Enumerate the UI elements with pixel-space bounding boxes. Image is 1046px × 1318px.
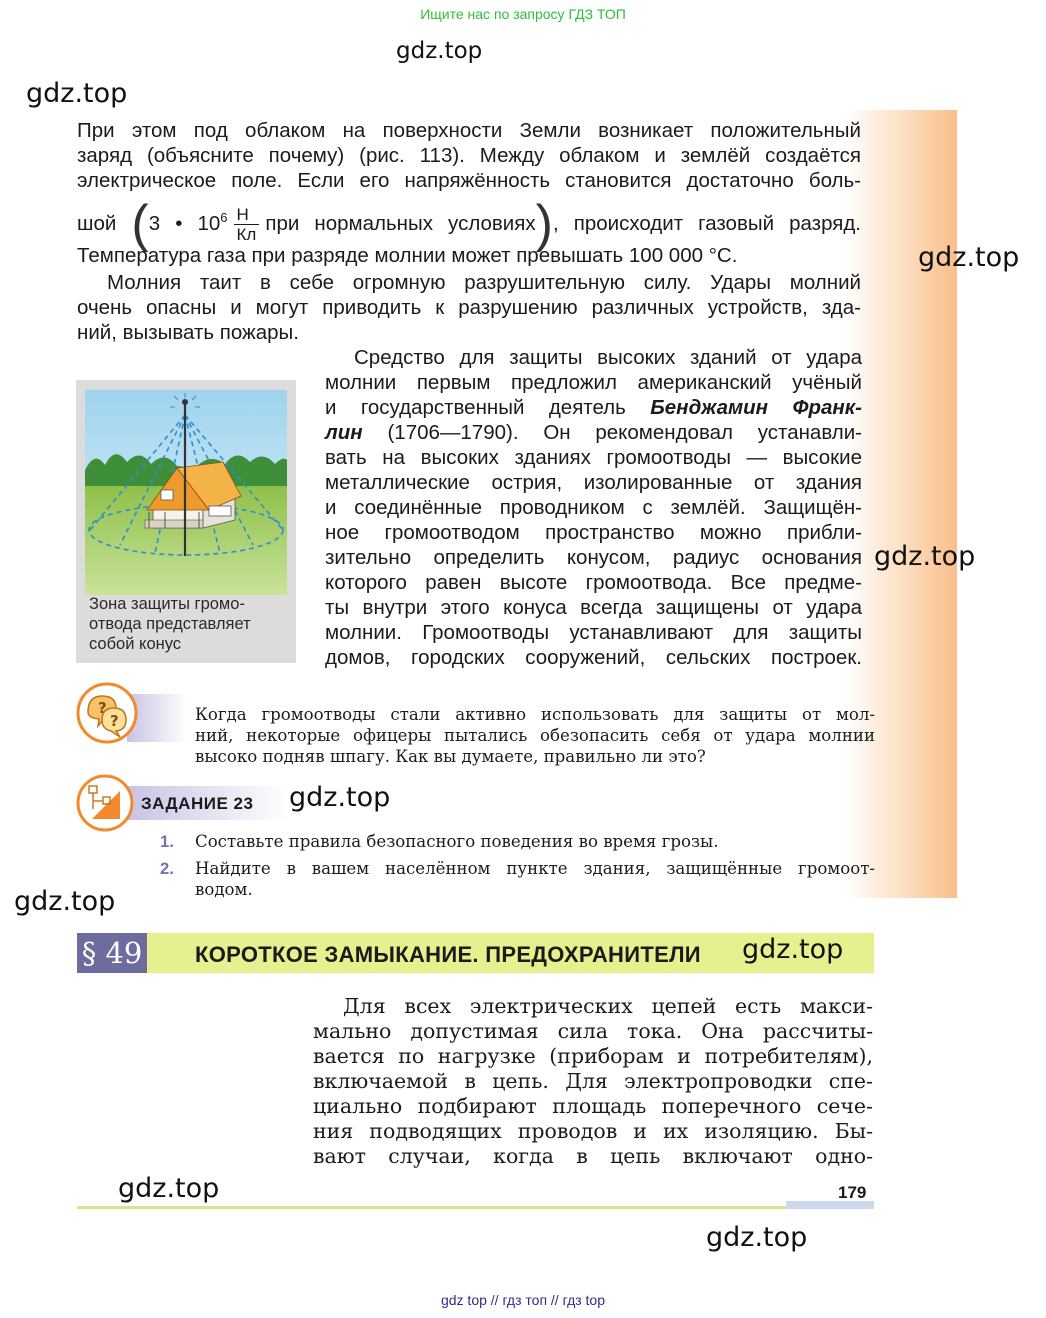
paragraph-2	[77, 270, 861, 345]
watermark: gdz.top	[918, 242, 1020, 273]
task-label: ЗАДАНИЕ 23	[141, 794, 254, 813]
question-icon	[76, 682, 138, 744]
unit-fraction: $\frac{Н}{Кл}$	[234, 205, 260, 244]
para2-line3: ний, вызывать пожары.	[77, 321, 299, 344]
watermark: gdz.top	[706, 1222, 808, 1253]
para1-line2: заряд (объясните почему) (рис. 113). Между облаком и землёй создаётся	[77, 144, 861, 167]
svg-text:?: ?	[98, 699, 107, 717]
page-number: 179	[838, 1183, 867, 1202]
para2-line2: очень опасны и могут приводить к разрушению различных устройств, зда-	[77, 296, 861, 319]
task-item: 1. Составьте правила безопасного поведения во время грозы.	[160, 832, 719, 851]
figure-caption: Зона защиты громо- отвода представляет собой конус	[89, 595, 251, 653]
watermark: gdz.top	[289, 782, 391, 813]
watermark: gdz.top	[874, 541, 976, 572]
paragraph-4: Для всех электрических цепей есть макси- мально допустимая сила тока. Она рассчиты- вается по нагрузке (приборам и потребителям), включаемой в цепь. Для электропроводки спе- циально подбирают площадь поперечного сече- ния подводящих проводов и их изоляцию. Бы- вают случаи, когда в цепь включают одно-	[313, 994, 873, 1168]
watermark: gdz.top	[118, 1173, 220, 1204]
figure-lightning-rod	[76, 380, 296, 663]
section-title: КОРОТКОЕ ЗАМЫКАНИЕ. ПРЕДОХРАНИТЕЛИ	[195, 942, 701, 967]
paragraph-1	[77, 118, 861, 268]
scientist-name: Бенджамин Франк-	[650, 396, 863, 419]
footer-note: gdz top // гдз топ // гдз top	[440, 1292, 606, 1308]
watermark: gdz.top	[26, 78, 128, 109]
question-text: Когда громоотводы стали активно использовать для защиты от мол- ний, некоторые офицеры пытались обезопасить себя от удара молнии высоко подняв шпагу. Как вы думаете, правильно ли это?	[195, 705, 875, 766]
watermark: gdz.top	[742, 934, 844, 965]
watermark: gdz.top	[396, 38, 483, 64]
task-item: 2. Найдите в вашем населённом пункте здания, защищённые громоот- водом.	[160, 859, 875, 899]
house-lightning-rod-illustration	[85, 390, 287, 595]
svg-text:?: ?	[110, 712, 119, 730]
header-note: Ищите нас по запросу ГДЗ ТОП	[420, 6, 626, 22]
para1-line5: Температура газа при разряде молнии может превышать 100 000 °C.	[77, 244, 738, 267]
task-icon	[76, 774, 134, 832]
para2-line1: Молния таит в себе огромную разрушительную силу. Удары молний	[107, 271, 861, 294]
watermark: gdz.top	[14, 886, 116, 917]
para1-line3: электрическое поле. Если его напряжённость становится достаточно боль-	[77, 169, 861, 192]
para1-line1: При этом под облаком на поверхности Земли возникает положительный	[77, 119, 861, 142]
para1-line4: шой (3 • $10^6$ $\frac{Н}{Кл}$ при нормальных условиях), происходит газовый разряд.	[77, 195, 862, 254]
paragraph-3: Средство для защиты высоких зданий от удара молнии первым предложил американский учёный и государственный деятель Бенджамин Франк- лин (1706—1790). Он рекомендовал устанавли- вать на высоких зданиях громоотводы — высокие металлические острия, изолированные от здания и соединённые проводником с землёй. Защищён- ное громоотводом пространство можно прибли- зительно определить конусом, радиус основания которого равен высоте громоотвода. Все предме- ты внутри этого конуса всегда защищены от удара молнии. Громоотводы устанавливают для защиты домов, городских сооружений, сельских построек.	[325, 346, 863, 669]
field-value: 3 • $10^6$	[148, 210, 228, 235]
section-number: § 49	[77, 933, 147, 973]
footer-line	[77, 1206, 874, 1209]
